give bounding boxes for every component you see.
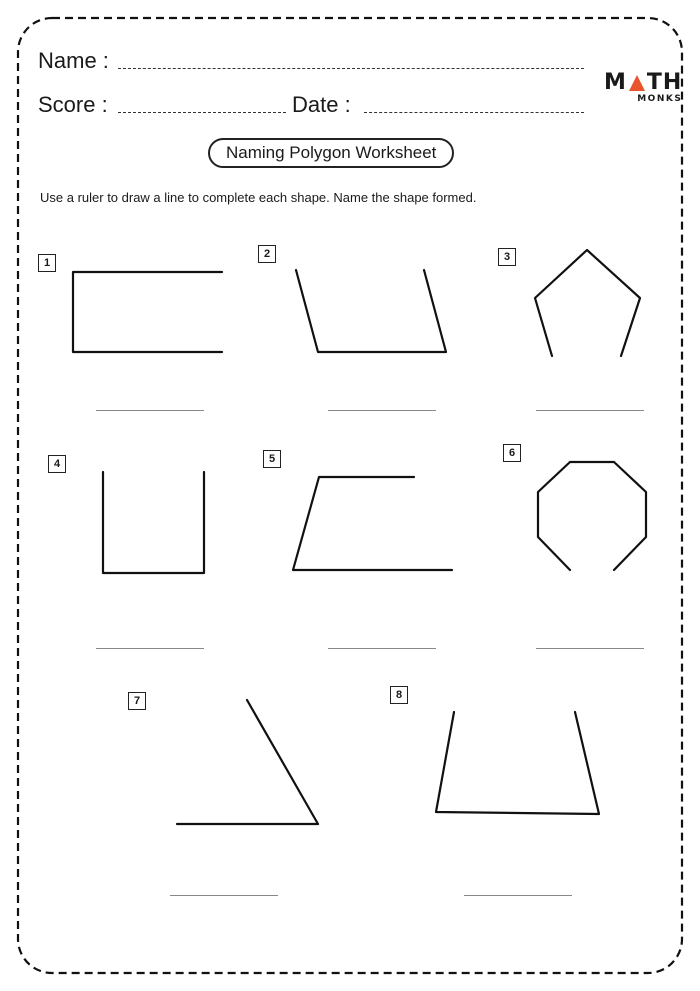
problem-number-7: 7 bbox=[128, 692, 146, 710]
answer-line-6[interactable] bbox=[536, 648, 644, 649]
logo-text-th: TH bbox=[646, 70, 683, 95]
problem-number-6: 6 bbox=[503, 444, 521, 462]
answer-line-3[interactable] bbox=[536, 410, 644, 411]
shape-5 bbox=[293, 477, 452, 570]
worksheet-title: Naming Polygon Worksheet bbox=[208, 138, 454, 168]
shape-7 bbox=[177, 700, 318, 824]
problem-number-3: 3 bbox=[498, 248, 516, 266]
logo-subtext: MONKS bbox=[637, 94, 683, 104]
answer-line-2[interactable] bbox=[328, 410, 436, 411]
problem-number-4: 4 bbox=[48, 455, 66, 473]
problem-number-2: 2 bbox=[258, 245, 276, 263]
shape-3 bbox=[535, 250, 640, 356]
shape-4 bbox=[103, 472, 204, 573]
score-label: Score : bbox=[38, 92, 108, 117]
shape-6 bbox=[538, 462, 646, 570]
problem-number-8: 8 bbox=[390, 686, 408, 704]
shape-8 bbox=[436, 712, 599, 814]
answer-line-1[interactable] bbox=[96, 410, 204, 411]
shape-2 bbox=[296, 270, 446, 352]
name-label: Name : bbox=[38, 48, 109, 73]
answer-line-8[interactable] bbox=[464, 895, 572, 896]
answer-line-5[interactable] bbox=[328, 648, 436, 649]
problem-number-1: 1 bbox=[38, 254, 56, 272]
instructions: Use a ruler to draw a line to complete each shape. Name the shape formed. bbox=[40, 190, 477, 205]
answer-line-4[interactable] bbox=[96, 648, 204, 649]
answer-line-7[interactable] bbox=[170, 895, 278, 896]
logo-text-m: M bbox=[604, 70, 627, 95]
problem-number-5: 5 bbox=[263, 450, 281, 468]
date-label: Date : bbox=[292, 92, 351, 117]
shape-1 bbox=[73, 272, 222, 352]
